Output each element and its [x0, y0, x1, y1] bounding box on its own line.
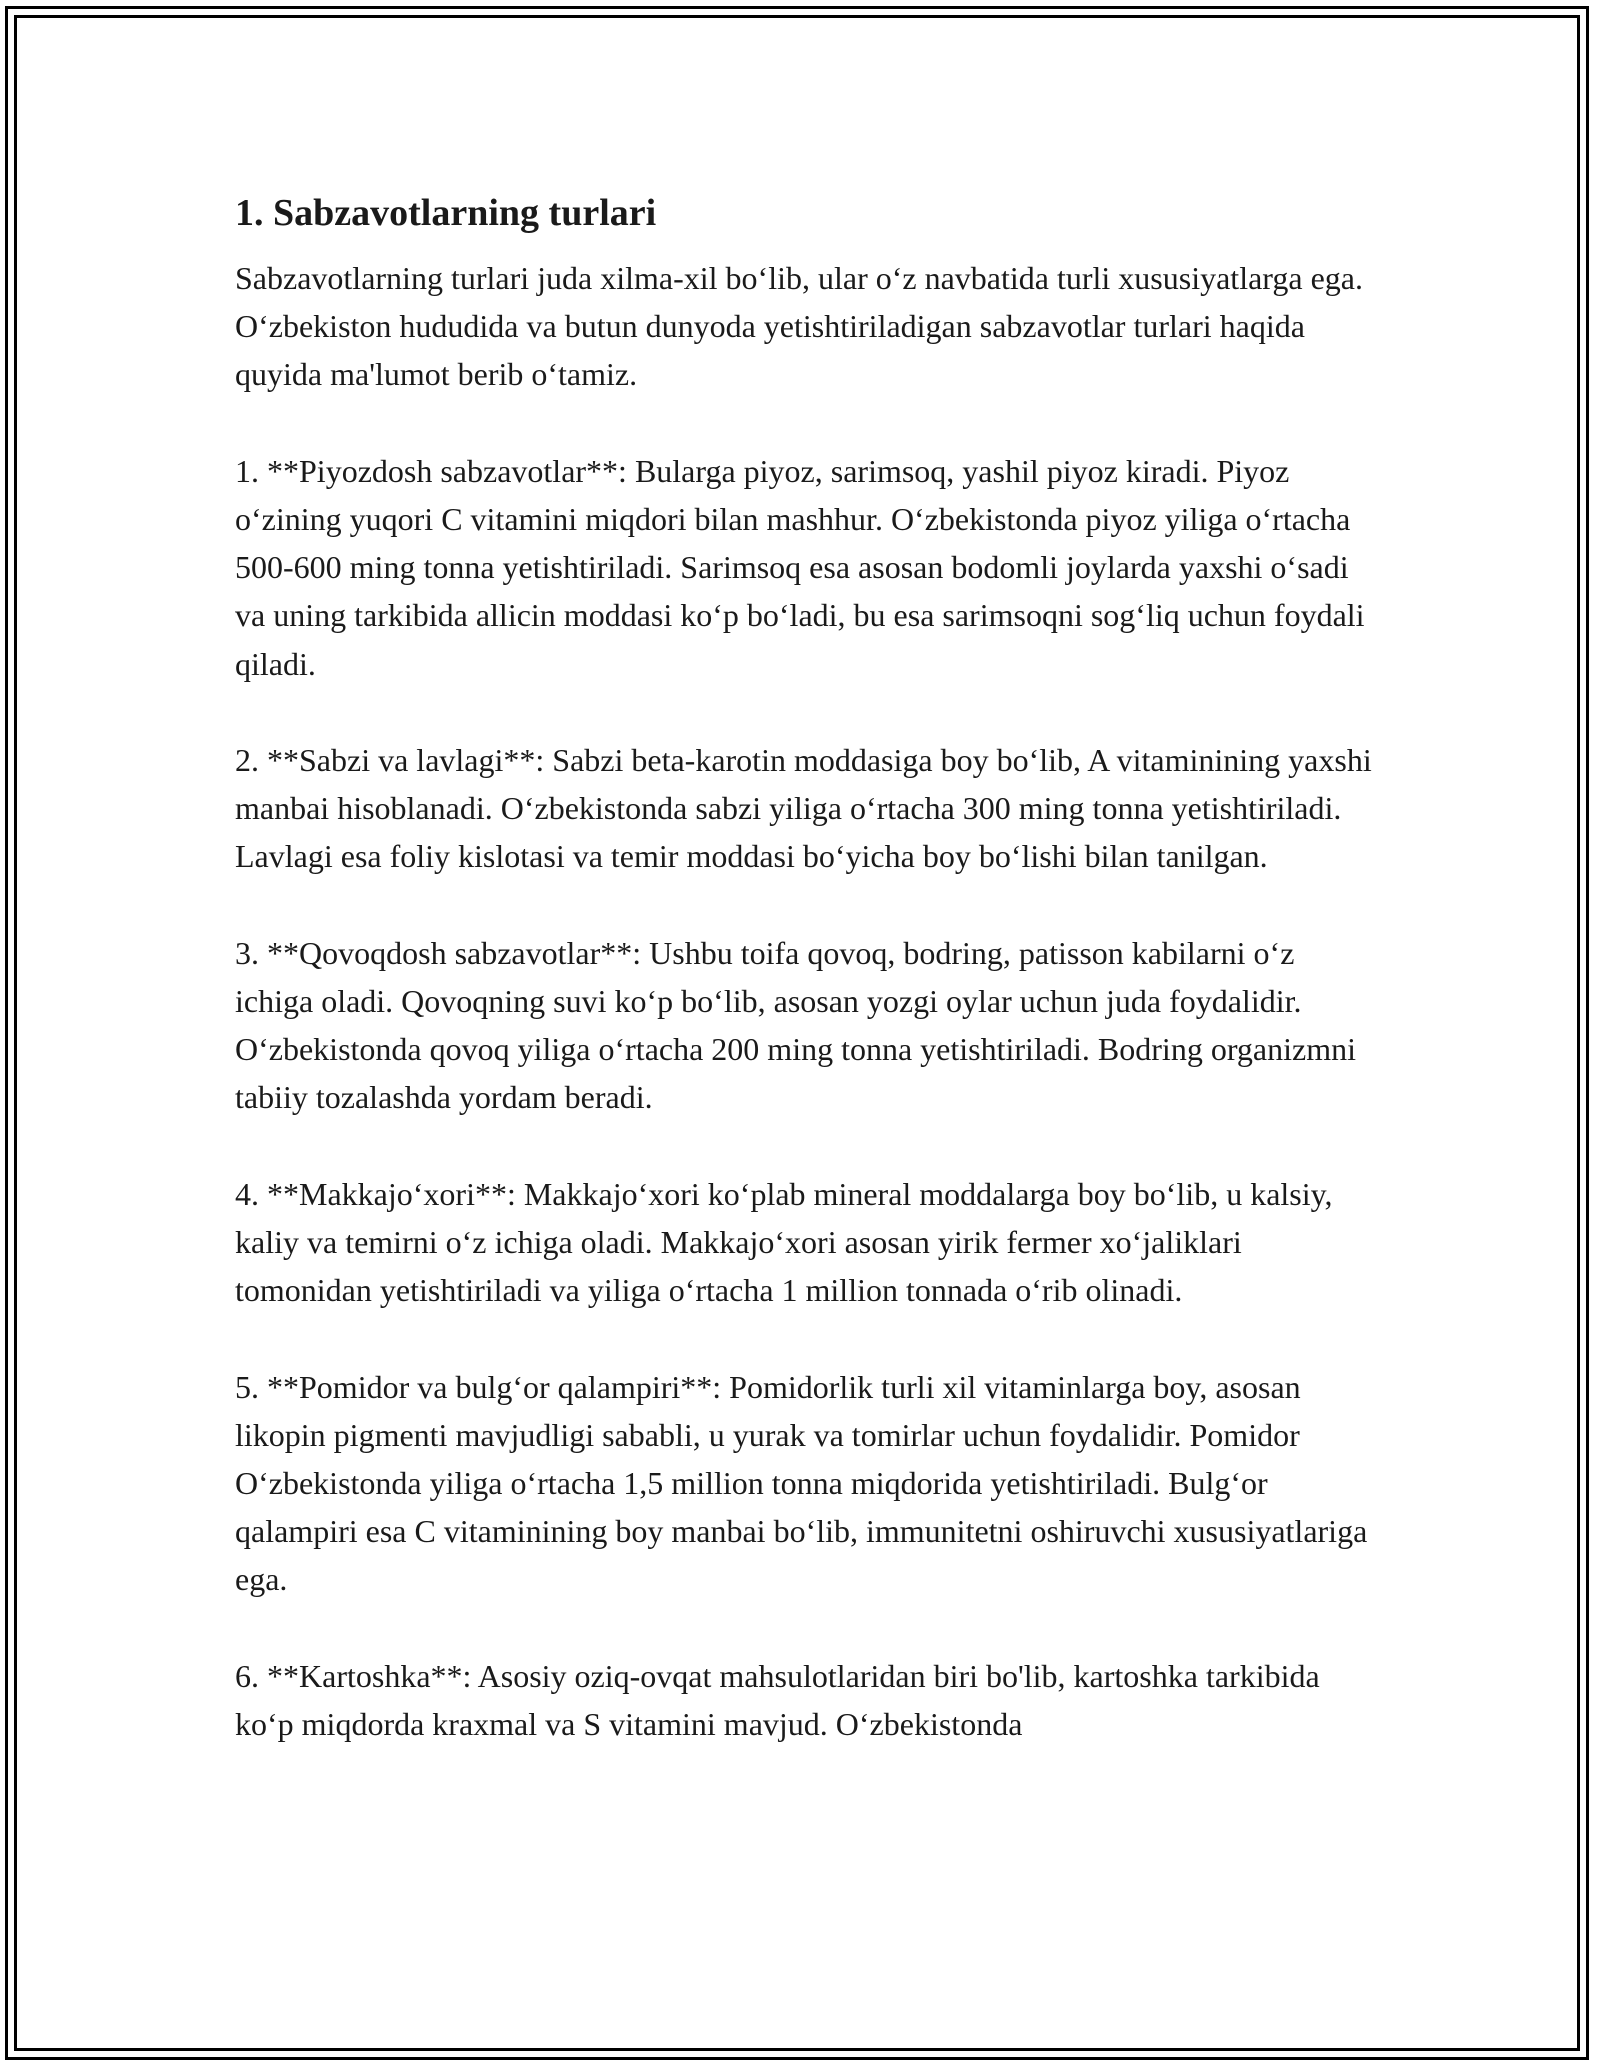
paragraph-potato: 6. **Kartoshka**: Asosiy oziq-ovqat mahsulotlaridan biri bo'lib, kartoshka tarkibida koʻp miqdorda kraxmal va S vitamini mavjud. Oʻzbekistonda [235, 1657, 1320, 1742]
section-title: 1. Sabzavotlarning turlari [235, 192, 657, 234]
paragraph-tomato-pepper: 5. **Pomidor va bulgʻor qalampiri**: Pomidorlik turli xil vitaminlarga boy, asosan likopin pigmenti mavjudligi sababli, u yurak va tomirlar uchun foydalidir. Pomidor Oʻzbekistonda yiliga oʻrtacha 1,5 million tonna miqdorida yetishtiriladi. Bulgʻor qalampiri esa C vitaminining boy manbai boʻlib, immunitetni oshiruvchi xususiyatlariga ega. [235, 1368, 1368, 1598]
document-body [235, 188, 1375, 1796]
paragraph-gourd-vegetables: 3. **Qovoqdosh sabzavotlar**: Ushbu toifa qovoq, bodring, patisson kabilarni oʻz ichiga oladi. Qovoqning suvi koʻp boʻlib, asosan yozgi oylar uchun juda foydalidir. Oʻzbekistonda qovoq yiliga oʻrtacha 200 ming tonna yetishtiriladi. Bodring organizmni tabiiy tozalashda yordam beradi. [235, 934, 1356, 1116]
intro-paragraph: Sabzavotlarning turlari juda xilma-xil boʻlib, ular oʻz navbatida turli xususiyatlarga ega. Oʻzbekiston hududida va butun dunyoda yetishtiriladigan sabzavotlar turlari haqida quyida ma'lumot berib oʻtamiz. [235, 260, 1363, 393]
paragraph-onion-vegetables: 1. **Piyozdosh sabzavotlar**: Bularga piyoz, sarimsoq, yashil piyoz kiradi. Piyoz oʻzining yuqori C vitamini miqdori bilan mashhur. Oʻzbekistonda piyoz yiliga oʻrtacha 500-600 ming tonna yetishtiriladi. Sarimsoq esa asosan bodomli joylarda yaxshi oʻsadi va uning tarkibida allicin moddasi koʻp boʻladi, bu esa sarimsoqni sogʻliq uchun foydali qiladi. [235, 452, 1365, 682]
paragraph-carrot-beet: 2. **Sabzi va lavlagi**: Sabzi beta-karotin moddasiga boy boʻlib, A vitaminining yaxshi manbai hisoblanadi. Oʻzbekistonda sabzi yiliga oʻrtacha 300 ming tonna yetishtiriladi. Lavlagi esa foliy kislotasi va temir moddasi boʻyicha boy boʻlishi bilan tanilgan. [235, 742, 1372, 875]
paragraph-corn: 4. **Makkajoʻxori**: Makkajoʻxori koʻplab mineral moddalarga boy boʻlib, u kalsiy, kaliy va temirni oʻz ichiga oladi. Makkajoʻxori asosan yirik fermer xoʻjaliklari tomonidan yetishtiriladi va yiliga oʻrtacha 1 million tonnada oʻrib olinadi. [235, 1175, 1333, 1309]
